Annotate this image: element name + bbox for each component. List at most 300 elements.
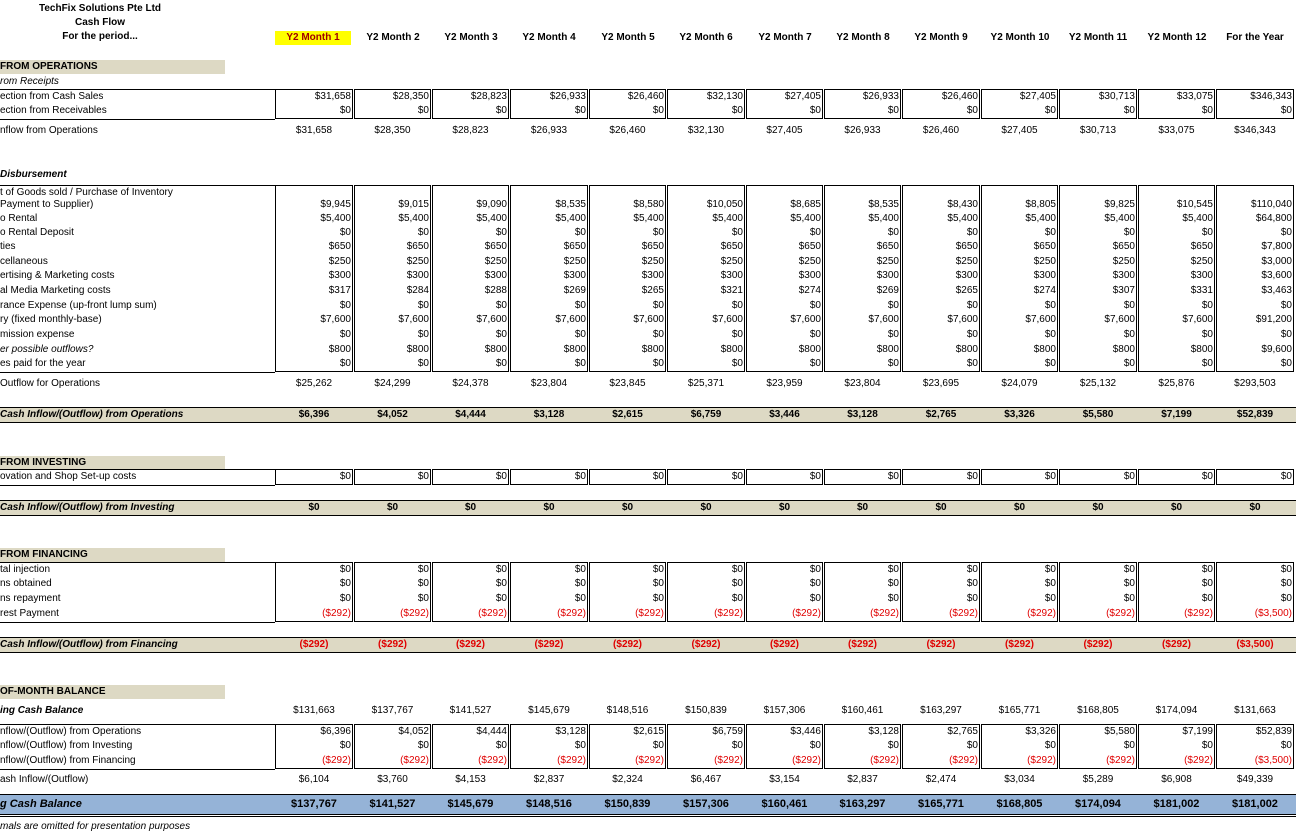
cell-outflow-for-operations-y2-month-4[interactable]: $23,804 [530,378,568,389]
cell-rest-payment-y2-month-12[interactable]: ($292) [1184,608,1213,619]
cell-ties-y2-month-4[interactable]: $650 [563,241,586,252]
cell-ection-from-cash-sales-y2-month-1[interactable]: $31,658 [314,91,351,102]
cell-cash-inflow-outflow-from-operations-y2-month-12[interactable]: $7,199 [1161,409,1192,420]
cell-tal-injection-y2-month-7[interactable]: $0 [809,564,821,575]
cell-ection-from-receivables-y2-month-2[interactable]: $0 [417,105,429,116]
cell-cash-inflow-outflow-from-investing-y2-month-12[interactable]: $0 [1170,502,1183,513]
cell-ovation-and-shop-set-up-costs-y2-month-2[interactable]: $0 [417,471,429,482]
cell-o-rental-y2-month-9[interactable]: $5,400 [947,213,978,224]
cell-ry-fixed-monthly-base-y2-month-7[interactable]: $7,600 [790,314,821,325]
cell-ing-cash-balance-y2-month-2[interactable]: $137,767 [371,705,414,716]
cell-ry-fixed-monthly-base-y2-month-11[interactable]: $7,600 [1104,314,1135,325]
cell-ovation-and-shop-set-up-costs-y2-month-10[interactable]: $0 [1044,471,1056,482]
cell-outflow-for-operations-y2-month-5[interactable]: $23,845 [609,378,646,389]
cell-ry-fixed-monthly-base-y2-month-12[interactable]: $7,600 [1182,314,1213,325]
cell-es-paid-for-the-year-y2-month-6[interactable]: $0 [731,358,743,369]
cell-payment-to-supplier-y2-month-9[interactable]: $8,430 [947,199,978,210]
cell-al-media-marketing-costs-for-the-year[interactable]: $3,463 [1261,285,1292,296]
cell-cash-inflow-outflow-from-investing-y2-month-5[interactable]: $0 [621,502,634,513]
cell-ection-from-receivables-y2-month-6[interactable]: $0 [731,105,743,116]
cell-es-paid-for-the-year-y2-month-12[interactable]: $0 [1201,358,1213,369]
cell-ties-y2-month-2[interactable]: $650 [406,241,429,252]
cell-o-rental-y2-month-8[interactable]: $5,400 [868,213,899,224]
cell-ection-from-receivables-for-the-year[interactable]: $0 [1280,105,1292,116]
cell-nflow-outflow-from-financing-y2-month-5[interactable]: ($292) [635,755,664,766]
cell-es-paid-for-the-year-y2-month-2[interactable]: $0 [417,358,429,369]
cell-nflow-outflow-from-operations-y2-month-11[interactable]: $5,580 [1104,726,1135,737]
cell-o-rental-y2-month-7[interactable]: $5,400 [790,213,821,224]
cell-ry-fixed-monthly-base-y2-month-5[interactable]: $7,600 [633,314,664,325]
cell-al-media-marketing-costs-y2-month-11[interactable]: $307 [1112,285,1135,296]
cell-outflow-for-operations-y2-month-11[interactable]: $25,132 [1079,378,1117,389]
cell-ertising-marketing-costs-y2-month-8[interactable]: $300 [876,270,899,281]
cell-ash-inflow-outflow-y2-month-11[interactable]: $5,289 [1082,774,1114,785]
cell-mission-expense-for-the-year[interactable]: $0 [1280,329,1292,340]
cell-nflow-outflow-from-investing-y2-month-7[interactable]: $0 [809,740,821,751]
cell-cash-inflow-outflow-from-operations-y2-month-9[interactable]: $2,765 [925,409,957,420]
cell-er-possible-outflows-y2-month-10[interactable]: $800 [1033,344,1056,355]
cell-payment-to-supplier-y2-month-4[interactable]: $8,535 [555,199,586,210]
cell-g-cash-balance-y2-month-3[interactable]: $145,679 [447,798,494,810]
cell-cellaneous-y2-month-10[interactable]: $250 [1033,256,1056,267]
cell-cellaneous-y2-month-8[interactable]: $250 [876,256,899,267]
cell-ertising-marketing-costs-y2-month-2[interactable]: $300 [406,270,429,281]
cell-nflow-outflow-from-financing-y2-month-8[interactable]: ($292) [870,755,899,766]
cell-cash-inflow-outflow-from-financing-y2-month-7[interactable]: ($292) [770,639,799,650]
cell-mission-expense-y2-month-1[interactable]: $0 [339,329,351,340]
cell-ing-cash-balance-y2-month-11[interactable]: $168,805 [1077,705,1119,716]
cell-o-rental-deposit-y2-month-5[interactable]: $0 [652,227,664,238]
cell-ertising-marketing-costs-y2-month-10[interactable]: $300 [1033,270,1056,281]
cell-ns-obtained-y2-month-3[interactable]: $0 [495,578,507,589]
cell-nflow-from-operations-y2-month-5[interactable]: $26,460 [609,125,646,136]
cell-ash-inflow-outflow-y2-month-9[interactable]: $2,474 [925,774,957,785]
cell-er-possible-outflows-for-the-year[interactable]: $9,600 [1261,344,1292,355]
cell-cellaneous-y2-month-5[interactable]: $250 [641,256,664,267]
cell-g-cash-balance-y2-month-7[interactable]: $160,461 [761,798,808,810]
cell-ertising-marketing-costs-y2-month-7[interactable]: $300 [798,270,821,281]
cell-rest-payment-y2-month-7[interactable]: ($292) [792,608,821,619]
cell-tal-injection-y2-month-9[interactable]: $0 [966,564,978,575]
cell-nflow-outflow-from-financing-y2-month-10[interactable]: ($292) [1027,755,1056,766]
cell-o-rental-y2-month-10[interactable]: $5,400 [1025,213,1056,224]
cell-cash-inflow-outflow-from-investing-y2-month-7[interactable]: $0 [778,502,791,513]
cell-cellaneous-y2-month-6[interactable]: $250 [720,256,743,267]
cell-cash-inflow-outflow-from-financing-y2-month-6[interactable]: ($292) [691,639,721,650]
cell-nflow-outflow-from-operations-y2-month-12[interactable]: $7,199 [1182,726,1213,737]
cell-es-paid-for-the-year-y2-month-11[interactable]: $0 [1123,358,1135,369]
cell-nflow-outflow-from-operations-y2-month-6[interactable]: $6,759 [712,726,743,737]
cell-rest-payment-y2-month-9[interactable]: ($292) [949,608,978,619]
cell-ash-inflow-outflow-y2-month-2[interactable]: $3,760 [377,774,408,785]
cell-ry-fixed-monthly-base-y2-month-10[interactable]: $7,600 [1025,314,1056,325]
cell-er-possible-outflows-y2-month-3[interactable]: $800 [484,344,507,355]
cell-ection-from-cash-sales-y2-month-11[interactable]: $30,713 [1098,91,1135,102]
cell-rance-expense-up-front-lump-sum-y2-month-2[interactable]: $0 [417,300,429,311]
cell-cellaneous-for-the-year[interactable]: $3,000 [1261,256,1292,267]
cell-g-cash-balance-y2-month-1[interactable]: $137,767 [291,798,337,810]
cell-ovation-and-shop-set-up-costs-for-the-year[interactable]: $0 [1280,471,1292,482]
cell-cellaneous-y2-month-4[interactable]: $250 [563,256,586,267]
cell-o-rental-deposit-y2-month-12[interactable]: $0 [1201,227,1213,238]
cell-ash-inflow-outflow-y2-month-6[interactable]: $6,467 [690,774,722,785]
cell-ties-y2-month-8[interactable]: $650 [876,241,899,252]
cell-tal-injection-y2-month-12[interactable]: $0 [1201,564,1213,575]
cell-o-rental-y2-month-12[interactable]: $5,400 [1182,213,1213,224]
cell-o-rental-deposit-y2-month-8[interactable]: $0 [887,227,899,238]
cell-es-paid-for-the-year-y2-month-10[interactable]: $0 [1044,358,1056,369]
cell-nflow-from-operations-y2-month-2[interactable]: $28,350 [374,125,411,136]
cell-payment-to-supplier-y2-month-3[interactable]: $9,090 [476,199,507,210]
cell-al-media-marketing-costs-y2-month-10[interactable]: $274 [1033,285,1056,296]
cell-nflow-outflow-from-financing-y2-month-3[interactable]: ($292) [478,755,507,766]
cell-rance-expense-up-front-lump-sum-y2-month-7[interactable]: $0 [809,300,821,311]
cell-al-media-marketing-costs-y2-month-1[interactable]: $317 [328,285,351,296]
cell-nflow-from-operations-y2-month-8[interactable]: $26,933 [844,125,881,136]
cell-cellaneous-y2-month-11[interactable]: $250 [1112,256,1135,267]
cell-ection-from-receivables-y2-month-7[interactable]: $0 [809,105,821,116]
cell-nflow-outflow-from-investing-y2-month-6[interactable]: $0 [731,740,743,751]
cell-g-cash-balance-y2-month-12[interactable]: $181,002 [1153,798,1200,810]
cell-cash-inflow-outflow-from-operations-y2-month-7[interactable]: $3,446 [769,409,800,420]
cell-o-rental-deposit-y2-month-4[interactable]: $0 [574,227,586,238]
cell-ns-repayment-y2-month-2[interactable]: $0 [417,593,429,604]
cell-rance-expense-up-front-lump-sum-y2-month-10[interactable]: $0 [1044,300,1056,311]
cell-cash-inflow-outflow-from-operations-y2-month-1[interactable]: $6,396 [298,409,330,420]
cell-es-paid-for-the-year-y2-month-9[interactable]: $0 [966,358,978,369]
cell-outflow-for-operations-y2-month-1[interactable]: $25,262 [295,378,333,389]
cell-nflow-outflow-from-operations-y2-month-2[interactable]: $4,052 [398,726,429,737]
cell-mission-expense-y2-month-11[interactable]: $0 [1123,329,1135,340]
cell-rance-expense-up-front-lump-sum-y2-month-4[interactable]: $0 [574,300,586,311]
cell-ovation-and-shop-set-up-costs-y2-month-12[interactable]: $0 [1201,471,1213,482]
cell-g-cash-balance-y2-month-6[interactable]: $157,306 [683,798,729,810]
cell-ing-cash-balance-y2-month-7[interactable]: $157,306 [763,705,806,716]
cell-cash-inflow-outflow-from-financing-y2-month-10[interactable]: ($292) [1005,639,1034,650]
cell-ry-fixed-monthly-base-y2-month-9[interactable]: $7,600 [947,314,978,325]
cell-ties-y2-month-5[interactable]: $650 [641,241,664,252]
cell-ovation-and-shop-set-up-costs-y2-month-8[interactable]: $0 [887,471,899,482]
cell-tal-injection-y2-month-3[interactable]: $0 [495,564,507,575]
cell-nflow-from-operations-y2-month-6[interactable]: $32,130 [687,125,725,136]
cell-nflow-outflow-from-operations-y2-month-1[interactable]: $6,396 [320,726,351,737]
cell-cash-inflow-outflow-from-investing-y2-month-2[interactable]: $0 [386,502,399,513]
cell-al-media-marketing-costs-y2-month-6[interactable]: $321 [720,285,743,296]
cell-mission-expense-y2-month-4[interactable]: $0 [574,329,586,340]
cell-payment-to-supplier-y2-month-1[interactable]: $9,945 [320,199,351,210]
cell-ns-obtained-for-the-year[interactable]: $0 [1280,578,1292,589]
cell-es-paid-for-the-year-y2-month-8[interactable]: $0 [887,358,899,369]
cell-o-rental-deposit-y2-month-10[interactable]: $0 [1044,227,1056,238]
cell-cash-inflow-outflow-from-operations-for-the-year[interactable]: $52,839 [1236,409,1274,420]
cell-mission-expense-y2-month-12[interactable]: $0 [1201,329,1213,340]
cell-ection-from-cash-sales-y2-month-5[interactable]: $26,460 [627,91,664,102]
cell-ry-fixed-monthly-base-y2-month-8[interactable]: $7,600 [868,314,899,325]
cell-mission-expense-y2-month-10[interactable]: $0 [1044,329,1056,340]
cell-cash-inflow-outflow-from-financing-y2-month-8[interactable]: ($292) [848,639,877,650]
cell-g-cash-balance-for-the-year[interactable]: $181,002 [1232,798,1278,810]
cell-rest-payment-y2-month-10[interactable]: ($292) [1027,608,1056,619]
cell-ection-from-receivables-y2-month-11[interactable]: $0 [1123,105,1135,116]
cell-rance-expense-up-front-lump-sum-y2-month-3[interactable]: $0 [495,300,507,311]
cell-ns-repayment-y2-month-1[interactable]: $0 [339,593,351,604]
cell-ovation-and-shop-set-up-costs-y2-month-5[interactable]: $0 [652,471,664,482]
cell-ash-inflow-outflow-y2-month-3[interactable]: $4,153 [455,774,486,785]
cell-nflow-outflow-from-investing-y2-month-8[interactable]: $0 [887,740,899,751]
cell-es-paid-for-the-year-for-the-year[interactable]: $0 [1280,358,1292,369]
cell-cellaneous-y2-month-3[interactable]: $250 [484,256,507,267]
cell-payment-to-supplier-y2-month-12[interactable]: $10,545 [1176,199,1213,210]
cell-o-rental-deposit-for-the-year[interactable]: $0 [1280,227,1292,238]
cell-ertising-marketing-costs-y2-month-3[interactable]: $300 [484,270,507,281]
cell-ovation-and-shop-set-up-costs-y2-month-9[interactable]: $0 [966,471,978,482]
cell-payment-to-supplier-y2-month-2[interactable]: $9,015 [398,199,429,210]
cell-ns-obtained-y2-month-7[interactable]: $0 [809,578,821,589]
cell-ties-for-the-year[interactable]: $7,800 [1261,241,1292,252]
cell-cash-inflow-outflow-from-operations-y2-month-11[interactable]: $5,580 [1082,409,1114,420]
cell-cash-inflow-outflow-from-investing-y2-month-1[interactable]: $0 [308,502,320,513]
cell-er-possible-outflows-y2-month-9[interactable]: $800 [955,344,978,355]
cell-cash-inflow-outflow-from-investing-y2-month-11[interactable]: $0 [1092,502,1104,513]
cell-rance-expense-up-front-lump-sum-y2-month-1[interactable]: $0 [339,300,351,311]
cell-g-cash-balance-y2-month-10[interactable]: $168,805 [996,798,1043,810]
cell-cash-inflow-outflow-from-operations-y2-month-6[interactable]: $6,759 [690,409,722,420]
cell-g-cash-balance-y2-month-2[interactable]: $141,527 [369,798,416,810]
cell-cash-inflow-outflow-from-investing-y2-month-3[interactable]: $0 [464,502,477,513]
cell-payment-to-supplier-y2-month-6[interactable]: $10,050 [706,199,743,210]
column-header-y2-month-4[interactable]: Y2 Month 4 [522,32,576,43]
cell-rest-payment-y2-month-5[interactable]: ($292) [635,608,664,619]
cell-cash-inflow-outflow-from-financing-y2-month-5[interactable]: ($292) [613,639,642,650]
cell-ns-repayment-y2-month-5[interactable]: $0 [652,593,664,604]
cell-o-rental-for-the-year[interactable]: $64,800 [1255,213,1292,224]
cell-ns-repayment-y2-month-7[interactable]: $0 [809,593,821,604]
cell-outflow-for-operations-for-the-year[interactable]: $293,503 [1234,378,1276,389]
cell-nflow-outflow-from-financing-y2-month-7[interactable]: ($292) [792,755,821,766]
cell-nflow-outflow-from-operations-y2-month-3[interactable]: $4,444 [476,726,507,737]
cell-ash-inflow-outflow-y2-month-5[interactable]: $2,324 [612,774,643,785]
cell-ertising-marketing-costs-for-the-year[interactable]: $3,600 [1261,270,1292,281]
cell-ry-fixed-monthly-base-y2-month-3[interactable]: $7,600 [476,314,507,325]
cell-nflow-outflow-from-investing-y2-month-1[interactable]: $0 [339,740,351,751]
cell-cash-inflow-outflow-from-investing-y2-month-10[interactable]: $0 [1013,502,1026,513]
cell-o-rental-deposit-y2-month-2[interactable]: $0 [417,227,429,238]
cell-nflow-from-operations-for-the-year[interactable]: $346,343 [1234,125,1276,136]
cell-mission-expense-y2-month-9[interactable]: $0 [966,329,978,340]
cell-ertising-marketing-costs-y2-month-12[interactable]: $300 [1190,270,1213,281]
cell-ing-cash-balance-y2-month-1[interactable]: $131,663 [293,705,335,716]
cell-cellaneous-y2-month-1[interactable]: $250 [328,256,351,267]
cell-cellaneous-y2-month-2[interactable]: $250 [406,256,429,267]
cell-tal-injection-y2-month-1[interactable]: $0 [339,564,351,575]
cell-cash-inflow-outflow-from-operations-y2-month-3[interactable]: $4,444 [455,409,486,420]
cell-nflow-outflow-from-operations-y2-month-9[interactable]: $2,765 [947,726,978,737]
cell-cellaneous-y2-month-12[interactable]: $250 [1190,256,1213,267]
cell-ties-y2-month-3[interactable]: $650 [484,241,507,252]
cell-ns-obtained-y2-month-11[interactable]: $0 [1123,578,1135,589]
cell-nflow-from-operations-y2-month-10[interactable]: $27,405 [1001,125,1038,136]
column-header-y2-month-1[interactable]: Y2 Month 1 [275,31,351,45]
cell-cash-inflow-outflow-from-financing-y2-month-9[interactable]: ($292) [926,639,956,650]
cell-nflow-outflow-from-operations-y2-month-10[interactable]: $3,326 [1025,726,1056,737]
cell-nflow-outflow-from-operations-for-the-year[interactable]: $52,839 [1255,726,1292,737]
cell-nflow-from-operations-y2-month-11[interactable]: $30,713 [1079,125,1117,136]
cell-ns-repayment-y2-month-10[interactable]: $0 [1044,593,1056,604]
cell-ovation-and-shop-set-up-costs-y2-month-3[interactable]: $0 [495,471,507,482]
cell-ection-from-receivables-y2-month-8[interactable]: $0 [887,105,899,116]
cell-ns-repayment-for-the-year[interactable]: $0 [1280,593,1292,604]
cell-rest-payment-y2-month-1[interactable]: ($292) [322,608,351,619]
cell-tal-injection-for-the-year[interactable]: $0 [1280,564,1292,575]
cell-nflow-outflow-from-financing-y2-month-2[interactable]: ($292) [400,755,429,766]
cell-nflow-outflow-from-investing-for-the-year[interactable]: $0 [1280,740,1292,751]
column-header-y2-month-7[interactable]: Y2 Month 7 [758,32,812,43]
cell-cash-inflow-outflow-from-financing-y2-month-2[interactable]: ($292) [378,639,407,650]
cell-ection-from-cash-sales-y2-month-2[interactable]: $28,350 [392,91,429,102]
cell-ns-repayment-y2-month-12[interactable]: $0 [1201,593,1213,604]
cell-cash-inflow-outflow-from-investing-y2-month-4[interactable]: $0 [543,502,555,513]
cell-outflow-for-operations-y2-month-6[interactable]: $25,371 [687,378,725,389]
cell-ing-cash-balance-y2-month-9[interactable]: $163,297 [920,705,962,716]
cell-al-media-marketing-costs-y2-month-2[interactable]: $284 [406,285,429,296]
column-header-y2-month-5[interactable]: Y2 Month 5 [601,32,655,43]
cell-al-media-marketing-costs-y2-month-7[interactable]: $274 [798,285,821,296]
cell-cash-inflow-outflow-from-operations-y2-month-8[interactable]: $3,128 [847,409,878,420]
cell-o-rental-y2-month-5[interactable]: $5,400 [633,213,664,224]
cell-nflow-outflow-from-operations-y2-month-7[interactable]: $3,446 [790,726,821,737]
cell-er-possible-outflows-y2-month-1[interactable]: $800 [328,344,351,355]
cell-mission-expense-y2-month-6[interactable]: $0 [731,329,743,340]
cell-rest-payment-y2-month-3[interactable]: ($292) [478,608,507,619]
cell-cash-inflow-outflow-from-investing-y2-month-9[interactable]: $0 [935,502,947,513]
cell-ns-obtained-y2-month-12[interactable]: $0 [1201,578,1213,589]
cell-outflow-for-operations-y2-month-10[interactable]: $24,079 [1001,378,1038,389]
cell-ry-fixed-monthly-base-y2-month-4[interactable]: $7,600 [555,314,586,325]
cell-ing-cash-balance-y2-month-10[interactable]: $165,771 [998,705,1041,716]
cell-al-media-marketing-costs-y2-month-3[interactable]: $288 [484,285,507,296]
cell-ties-y2-month-11[interactable]: $650 [1112,241,1135,252]
cell-ns-repayment-y2-month-8[interactable]: $0 [887,593,899,604]
cell-payment-to-supplier-for-the-year[interactable]: $110,040 [1251,199,1292,210]
cell-tal-injection-y2-month-8[interactable]: $0 [887,564,899,575]
cell-nflow-from-operations-y2-month-9[interactable]: $26,460 [922,125,960,136]
cell-cash-inflow-outflow-from-operations-y2-month-10[interactable]: $3,326 [1004,409,1035,420]
cell-ection-from-cash-sales-for-the-year[interactable]: $346,343 [1250,91,1292,102]
cell-rest-payment-y2-month-2[interactable]: ($292) [400,608,429,619]
cell-ection-from-cash-sales-y2-month-12[interactable]: $33,075 [1176,91,1213,102]
cell-nflow-outflow-from-investing-y2-month-10[interactable]: $0 [1044,740,1056,751]
cell-rance-expense-up-front-lump-sum-y2-month-6[interactable]: $0 [731,300,743,311]
cell-ash-inflow-outflow-for-the-year[interactable]: $49,339 [1236,774,1274,785]
cell-ertising-marketing-costs-y2-month-9[interactable]: $300 [955,270,978,281]
cell-ection-from-cash-sales-y2-month-9[interactable]: $26,460 [941,91,978,102]
cell-payment-to-supplier-y2-month-11[interactable]: $9,825 [1104,199,1135,210]
cell-ertising-marketing-costs-y2-month-6[interactable]: $300 [720,270,743,281]
column-header-y2-month-3[interactable]: Y2 Month 3 [444,32,498,43]
cell-g-cash-balance-y2-month-4[interactable]: $148,516 [526,798,572,810]
cell-al-media-marketing-costs-y2-month-12[interactable]: $331 [1190,285,1213,296]
cell-nflow-outflow-from-investing-y2-month-9[interactable]: $0 [966,740,978,751]
cell-ection-from-cash-sales-y2-month-3[interactable]: $28,823 [470,91,507,102]
cell-rest-payment-for-the-year[interactable]: ($3,500) [1254,608,1292,619]
cell-rance-expense-up-front-lump-sum-y2-month-8[interactable]: $0 [887,300,899,311]
cell-ties-y2-month-1[interactable]: $650 [328,241,351,252]
cell-ing-cash-balance-y2-month-3[interactable]: $141,527 [449,705,492,716]
cell-payment-to-supplier-y2-month-7[interactable]: $8,685 [790,199,821,210]
cell-ry-fixed-monthly-base-for-the-year[interactable]: $91,200 [1255,314,1292,325]
cell-cellaneous-y2-month-7[interactable]: $250 [798,256,821,267]
column-header-y2-month-8[interactable]: Y2 Month 8 [836,32,890,43]
cell-rest-payment-y2-month-4[interactable]: ($292) [557,608,586,619]
cell-ection-from-cash-sales-y2-month-4[interactable]: $26,933 [549,91,586,102]
cell-rance-expense-up-front-lump-sum-y2-month-5[interactable]: $0 [652,300,664,311]
cell-ns-repayment-y2-month-9[interactable]: $0 [966,593,978,604]
cell-nflow-from-operations-y2-month-4[interactable]: $26,933 [530,125,568,136]
cell-nflow-outflow-from-investing-y2-month-11[interactable]: $0 [1123,740,1135,751]
cell-ection-from-receivables-y2-month-4[interactable]: $0 [574,105,586,116]
cell-al-media-marketing-costs-y2-month-4[interactable]: $269 [563,285,586,296]
cell-ash-inflow-outflow-y2-month-7[interactable]: $3,154 [769,774,800,785]
cell-al-media-marketing-costs-y2-month-8[interactable]: $269 [876,285,899,296]
cell-ection-from-cash-sales-y2-month-6[interactable]: $32,130 [706,91,743,102]
cell-nflow-outflow-from-financing-y2-month-9[interactable]: ($292) [949,755,978,766]
cell-ertising-marketing-costs-y2-month-5[interactable]: $300 [641,270,664,281]
cell-ns-obtained-y2-month-9[interactable]: $0 [966,578,978,589]
cell-tal-injection-y2-month-5[interactable]: $0 [652,564,664,575]
cell-payment-to-supplier-y2-month-10[interactable]: $8,805 [1025,199,1056,210]
cell-nflow-outflow-from-financing-y2-month-12[interactable]: ($292) [1184,755,1213,766]
cell-ties-y2-month-10[interactable]: $650 [1033,241,1056,252]
cell-er-possible-outflows-y2-month-4[interactable]: $800 [563,344,586,355]
cell-nflow-outflow-from-operations-y2-month-8[interactable]: $3,128 [868,726,899,737]
cell-cash-inflow-outflow-from-operations-y2-month-5[interactable]: $2,615 [612,409,643,420]
cell-o-rental-deposit-y2-month-9[interactable]: $0 [966,227,978,238]
cell-er-possible-outflows-y2-month-5[interactable]: $800 [641,344,664,355]
cell-al-media-marketing-costs-y2-month-5[interactable]: $265 [641,285,664,296]
cell-tal-injection-y2-month-4[interactable]: $0 [574,564,586,575]
cell-cellaneous-y2-month-9[interactable]: $250 [955,256,978,267]
cell-ing-cash-balance-y2-month-6[interactable]: $150,839 [685,705,727,716]
cell-ties-y2-month-7[interactable]: $650 [798,241,821,252]
cell-ovation-and-shop-set-up-costs-y2-month-4[interactable]: $0 [574,471,586,482]
cell-nflow-outflow-from-financing-y2-month-4[interactable]: ($292) [557,755,586,766]
cell-ns-repayment-y2-month-11[interactable]: $0 [1123,593,1135,604]
cell-cash-inflow-outflow-from-financing-y2-month-4[interactable]: ($292) [534,639,564,650]
cell-tal-injection-y2-month-2[interactable]: $0 [417,564,429,575]
column-header-y2-month-2[interactable]: Y2 Month 2 [366,32,420,43]
cell-o-rental-deposit-y2-month-3[interactable]: $0 [495,227,507,238]
cell-ns-obtained-y2-month-1[interactable]: $0 [339,578,351,589]
cell-es-paid-for-the-year-y2-month-7[interactable]: $0 [809,358,821,369]
cell-nflow-outflow-from-financing-for-the-year[interactable]: ($3,500) [1254,755,1292,766]
cell-ties-y2-month-6[interactable]: $650 [720,241,743,252]
cell-nflow-outflow-from-investing-y2-month-4[interactable]: $0 [574,740,586,751]
cell-ection-from-receivables-y2-month-1[interactable]: $0 [339,105,351,116]
cell-cash-inflow-outflow-from-financing-y2-month-3[interactable]: ($292) [456,639,485,650]
cell-ection-from-receivables-y2-month-3[interactable]: $0 [495,105,507,116]
cell-g-cash-balance-y2-month-5[interactable]: $150,839 [604,798,651,810]
cell-mission-expense-y2-month-2[interactable]: $0 [417,329,429,340]
cell-er-possible-outflows-y2-month-12[interactable]: $800 [1190,344,1213,355]
cell-er-possible-outflows-y2-month-6[interactable]: $800 [720,344,743,355]
cell-ection-from-cash-sales-y2-month-8[interactable]: $26,933 [862,91,899,102]
cell-al-media-marketing-costs-y2-month-9[interactable]: $265 [955,285,978,296]
cell-ing-cash-balance-for-the-year[interactable]: $131,663 [1234,705,1276,716]
cell-ing-cash-balance-y2-month-4[interactable]: $145,679 [528,705,570,716]
cell-outflow-for-operations-y2-month-12[interactable]: $25,876 [1158,378,1195,389]
cell-ry-fixed-monthly-base-y2-month-1[interactable]: $7,600 [320,314,351,325]
cell-er-possible-outflows-y2-month-7[interactable]: $800 [798,344,821,355]
